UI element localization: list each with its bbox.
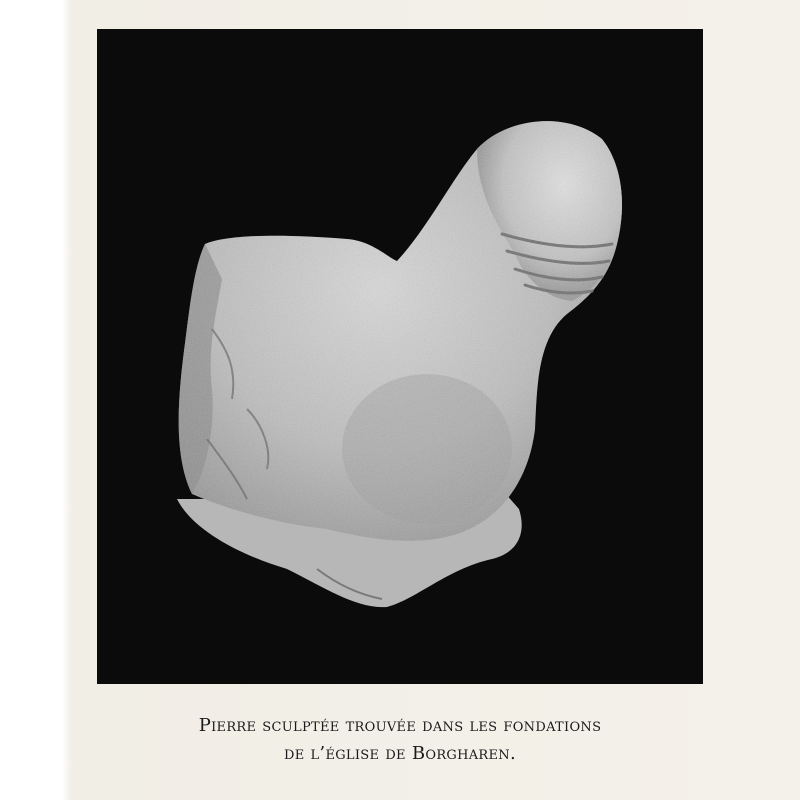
caption-line-2: de l’église de Borgharen. — [283, 743, 517, 764]
figure-caption — [97, 712, 703, 768]
photograph-plate — [97, 29, 703, 684]
sculpted-stone-photo — [97, 29, 703, 684]
caption-line-1: Pierre sculptée trouvée dans les fondations — [198, 715, 602, 736]
